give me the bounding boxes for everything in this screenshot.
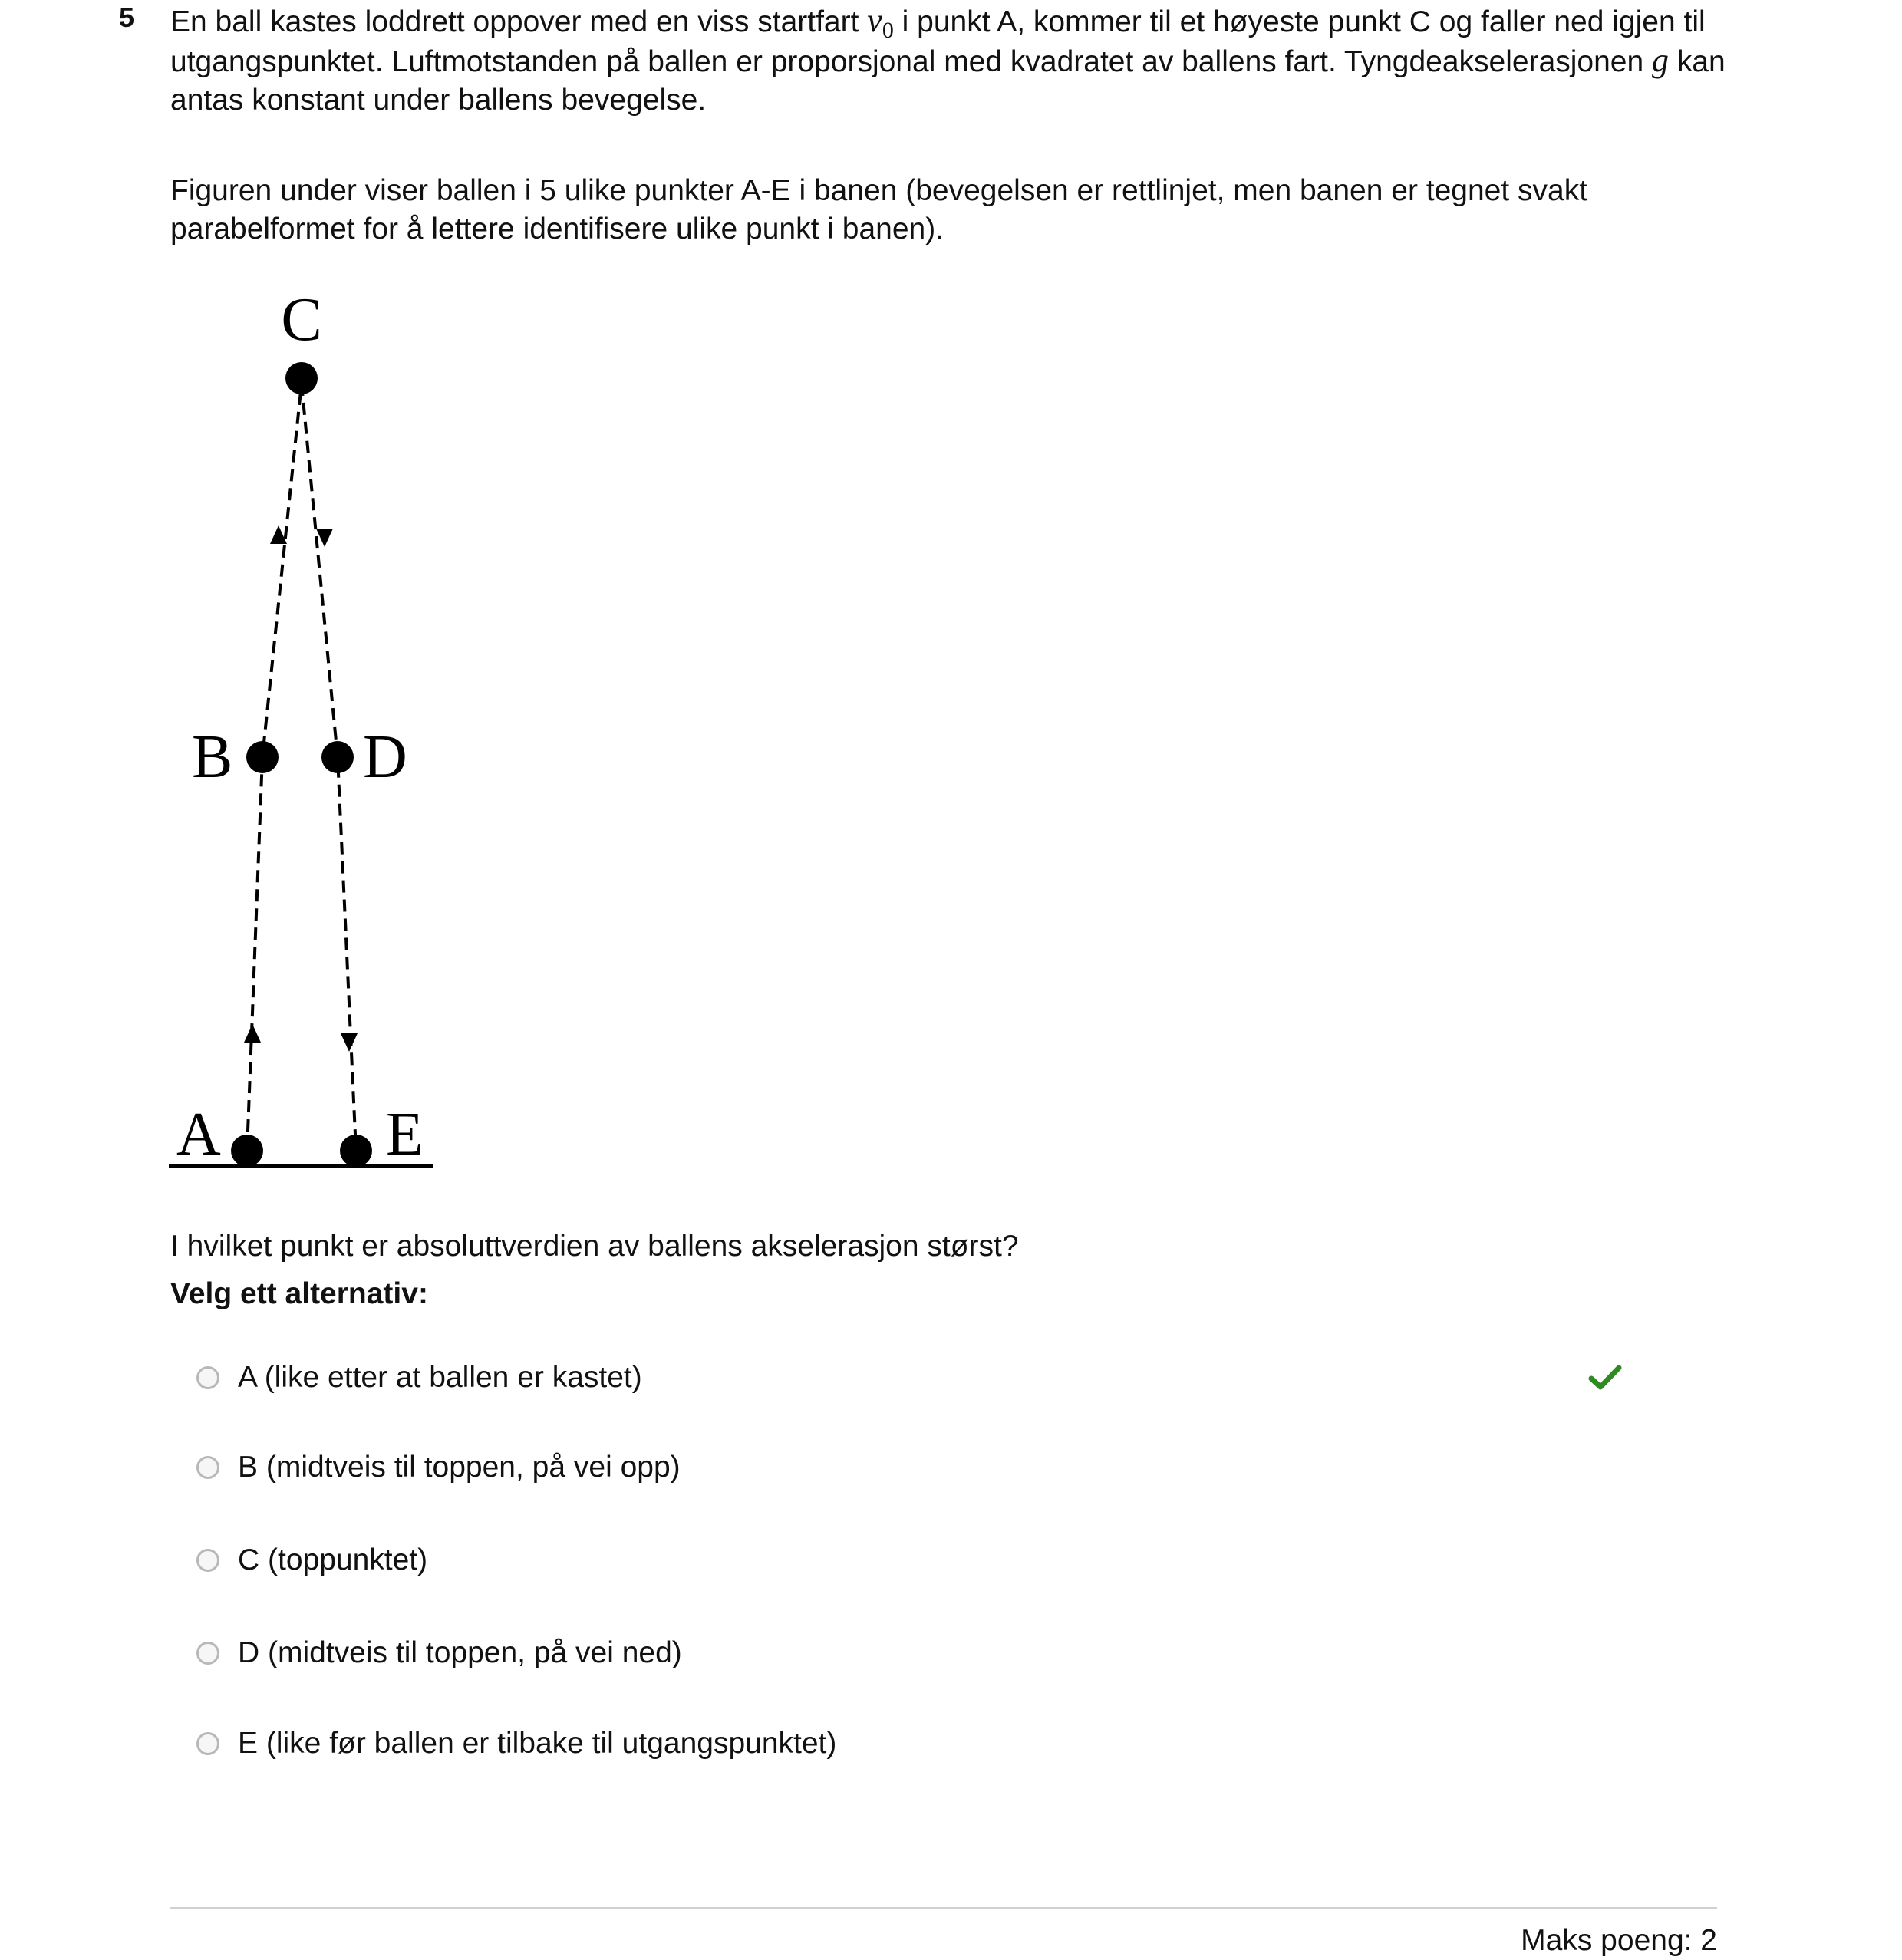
- radio-button[interactable]: [196, 1732, 219, 1755]
- ball-point-c: [285, 362, 318, 394]
- label-c: C: [281, 288, 322, 354]
- option-d[interactable]: [196, 1634, 682, 1672]
- label-e: E: [386, 1101, 424, 1168]
- ball-point-d: [321, 741, 354, 773]
- figure-description: Figuren under viser ballen i 5 ulike punkter A-E i banen (bevegelsen er rettlinjet, men banen er tegnet svakt parabelformet for å lettere identifisere ulike punkt i banen).: [170, 174, 1588, 245]
- option-label: A (like etter at ballen er kastet): [238, 1361, 642, 1394]
- ball-point-a: [231, 1135, 263, 1167]
- g-symbol: g: [1652, 41, 1670, 79]
- arrow-up-icon: [244, 1024, 261, 1043]
- radio-button[interactable]: [196, 1456, 219, 1479]
- v0-letter: v: [867, 2, 882, 39]
- intro-text-part2: i punkt A, kommer til et høyeste punkt C og faller ned igjen til utgangspunktet. Luftmotstanden på ballen er proporsjonal med kvadratet av ballens fart. Tyngdeakselerasjonen: [170, 5, 1706, 78]
- radio-button[interactable]: [196, 1642, 219, 1665]
- arrow-down-icon: [316, 529, 333, 547]
- option-label: C (toppunktet): [238, 1543, 428, 1576]
- option-b[interactable]: [196, 1448, 681, 1487]
- arrow-down-icon: [341, 1033, 358, 1052]
- option-label: E (like før ballen er tilbake til utgangspunktet): [238, 1727, 837, 1760]
- checkmark-icon: [1588, 1364, 1622, 1392]
- label-b: B: [192, 723, 233, 791]
- answer-instruction: Velg ett alternativ:: [170, 1277, 428, 1310]
- question-number: 5: [119, 2, 135, 33]
- radio-button[interactable]: [196, 1366, 219, 1389]
- option-c[interactable]: [196, 1541, 427, 1580]
- option-label: D (midtveis til toppen, på vei ned): [238, 1636, 682, 1669]
- footer-divider: [170, 1907, 1717, 1909]
- label-a: A: [176, 1101, 221, 1168]
- max-points: Maks poeng: 2: [1521, 1924, 1717, 1957]
- ball-point-b: [246, 741, 279, 773]
- trajectory-diagram: [165, 288, 441, 1178]
- radio-button[interactable]: [196, 1549, 219, 1572]
- question-prompt: I hvilket punkt er absoluttverdien av ballens akselerasjon størst?: [170, 1230, 1019, 1263]
- trajectory-figure: [165, 288, 441, 1168]
- intro-text-part1: En ball kastes loddrett oppover med en viss startfart: [170, 5, 868, 38]
- option-a[interactable]: [196, 1359, 642, 1397]
- question-intro: [170, 2, 1736, 120]
- intro-text-part3: kan antas konstant under ballens bevegelse.: [170, 45, 1726, 117]
- v0-symbol: [867, 2, 894, 43]
- option-e[interactable]: [196, 1724, 836, 1763]
- option-label: B (midtveis til toppen, på vei opp): [238, 1451, 681, 1484]
- v0-subscript: 0: [882, 18, 894, 43]
- ball-point-e: [340, 1135, 372, 1167]
- label-d: D: [363, 723, 407, 791]
